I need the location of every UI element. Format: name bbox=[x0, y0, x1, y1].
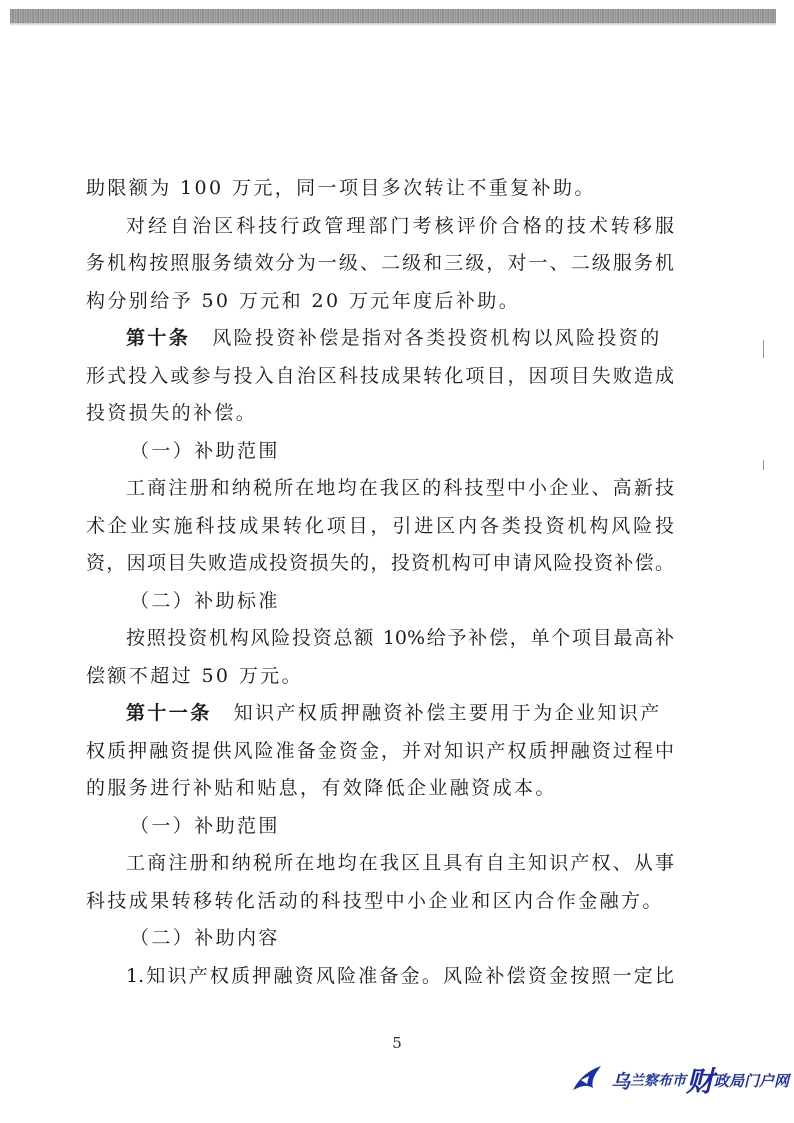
text-line: 对经自治区科技行政管理部门考核评价合格的技术转移服 bbox=[126, 214, 674, 237]
site-watermark[interactable] bbox=[567, 1056, 789, 1104]
text-line: 1.知识产权质押融资风险准备金。风险补偿资金按照一定比 bbox=[126, 964, 674, 987]
text-line: 工商注册和纳税所在地均在我区的科技型中小企业、高新技 bbox=[126, 477, 674, 499]
scan-top-edge bbox=[10, 9, 776, 23]
text-line: 资，因项目失败造成投资损失的，投资机构可申请风险投资补偿。 bbox=[86, 552, 674, 574]
bird-logo-icon bbox=[567, 1060, 607, 1100]
section-heading: （一）补助范围 bbox=[130, 439, 280, 462]
article-line: 第十一条 知识产权质押融资补偿主要用于为企业知识产 bbox=[126, 702, 662, 724]
text-line: 构分别给予 50 万元和 20 万元年度后补助。 bbox=[86, 289, 521, 312]
text-line: 务机构按照服务绩效分为一级、二级和三级，对一、二级服务机 bbox=[86, 252, 674, 274]
watermark-prefix: 乌 bbox=[611, 1070, 631, 1093]
text-line: 科技成果转移转化活动的科技型中小企业和区内合作金融方。 bbox=[86, 889, 664, 912]
watermark-suffix: 政局门户网 bbox=[714, 1071, 790, 1090]
text-line: 助限额为 100 万元，同一项目多次转让不重复补助。 bbox=[86, 177, 596, 199]
text-line: 工商注册和纳税所在地均在我区且具有自主知识产权、从事 bbox=[126, 852, 674, 874]
text-line: 权质押融资提供风险准备金资金，并对知识产权质押融资过程中 bbox=[86, 739, 674, 762]
document-body bbox=[86, 170, 674, 995]
text-line: 投资损失的补偿。 bbox=[86, 402, 258, 424]
text-line: 按照投资机构风险投资总额 10%给予补偿，单个项目最高补 bbox=[126, 627, 674, 649]
section-heading: （一）补助范围 bbox=[130, 814, 280, 837]
section-heading: （二）补助标准 bbox=[130, 589, 280, 612]
article-line: 第十条 风险投资补偿是指对各类投资机构以风险投资的 bbox=[126, 327, 662, 349]
article-heading: 第十一条 bbox=[126, 702, 212, 724]
text-line: 术企业实施科技成果转化项目，引进区内各类投资机构风险投 bbox=[86, 514, 674, 537]
article-heading: 第十条 bbox=[126, 327, 191, 349]
section-heading: （二）补助内容 bbox=[130, 927, 280, 949]
watermark-big-char: 财 bbox=[686, 1065, 715, 1098]
page-number: 5 bbox=[392, 1034, 402, 1052]
scan-speck bbox=[763, 340, 764, 358]
text-line: 偿额不超过 50 万元。 bbox=[86, 664, 304, 687]
scan-speck bbox=[763, 460, 764, 470]
text-line: 形式投入或参与投入自治区科技成果转化项目，因项目失败造成 bbox=[86, 364, 674, 387]
watermark-city: 兰察布市 bbox=[630, 1073, 687, 1089]
text-line: 的服务进行补贴和贴息，有效降低企业融资成本。 bbox=[86, 777, 557, 799]
